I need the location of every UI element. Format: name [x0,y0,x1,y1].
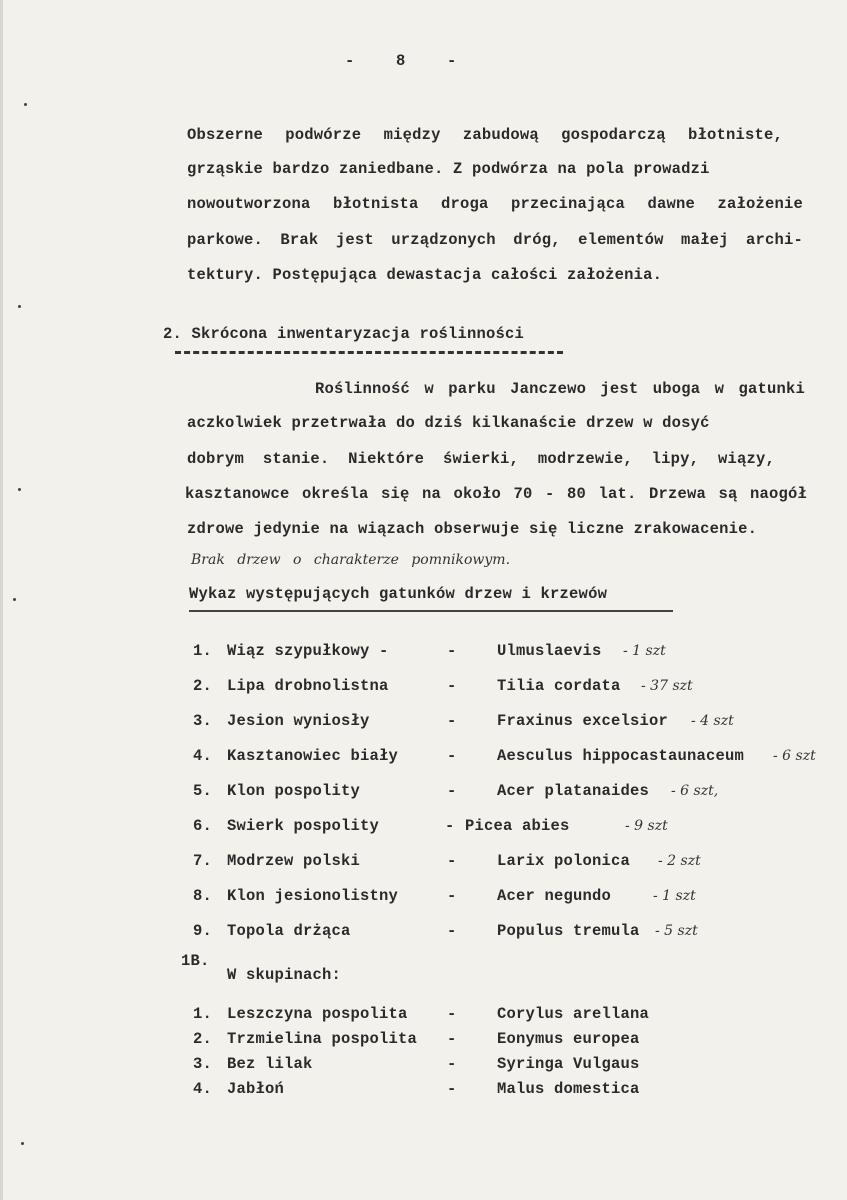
separator-dash: - [447,712,457,730]
separator-dash: - [447,1005,457,1023]
item-number: 1. [193,642,213,660]
common-name: Klon jesionolistny [227,887,399,905]
latin-name: Corylus arellana [497,1005,650,1023]
body-line: zdrowe jedynie na wiązach obserwuje się liczne zrakowacenie. [187,520,758,538]
latin-name: Fraxinus excelsior [497,712,669,730]
item-number: 4. [193,1080,213,1098]
tree-count: - 37 szt [641,678,693,694]
list-heading-underline [189,610,673,612]
body-line: aczkolwiek przetrwała do dziś kilkanaście drzew w dosyć [187,414,710,432]
separator-dash: - [447,922,457,940]
separator-dash: - [447,1055,457,1073]
separator-dash: - [447,677,457,695]
latin-name: Acer platanaides [497,782,650,800]
separator-dash: - [447,747,457,765]
tree-count: - 1 szt [623,643,666,659]
item-number: 2. [193,1030,213,1048]
intro-line: grząskie bardzo zaniedbane. Z podwórza na pola prowadzi [187,160,710,178]
item-number: 2. [193,677,213,695]
latin-name: Eonymus europea [497,1030,640,1048]
tree-count: - 4 szt [691,713,734,729]
tree-count: - 5 szt [655,923,698,939]
item-number: 4. [193,747,213,765]
tree-count: - 1 szt [653,888,696,904]
item-number: 3. [193,1055,213,1073]
common-name: Topola drżąca [227,922,351,940]
latin-name: Syringa Vulgaus [497,1055,640,1073]
section-heading: 2. Skrócona inwentaryzacja roślinności [163,325,525,343]
separator-dash: - [445,817,455,835]
item-number: 6. [193,817,213,835]
item-number: 7. [193,852,213,870]
common-name: Klon pospolity [227,782,361,800]
separator-dash: - [447,887,457,905]
common-name: Kasztanowiec biały [227,747,399,765]
separator-dash: - [447,642,457,660]
heading-underline [175,351,563,354]
latin-name: Malus domestica [497,1080,640,1098]
body-line: kasztanowce określa się na około 70 - 80 lat. Drzewa są naogół [185,485,807,503]
handwritten-note: Brak drzew o charakterze pomnikowym. [191,552,511,568]
common-name: Leszczyna pospolita [227,1005,408,1023]
body-line: Roślinność w parku Janczewo jest uboga w gatunki [315,380,805,398]
common-name: Trzmielina pospolita [227,1030,418,1048]
tree-count: - 6 szt [773,748,816,764]
item-number: 3. [193,712,213,730]
intro-line: tektury. Postępująca dewastacja całości założenia. [187,266,663,284]
latin-name: Ulmuslaevis [497,642,602,660]
common-name: Modrzew polski [227,852,361,870]
common-name: Bez lilak [227,1055,313,1073]
common-name: Wiąz szypułkowy - [227,642,389,660]
latin-name: Aesculus hippocastaunaceum [497,747,745,765]
intro-line: Obszerne podwórze między zabudową gospodarczą błotniste, [187,126,783,144]
intro-line: nowoutworzona błotnista droga przecinająca dawne założenie [187,195,803,213]
common-name: Swierk pospolity [227,817,380,835]
separator-dash: - [447,852,457,870]
latin-name: Tilia cordata [497,677,621,695]
separator-dash: - [447,1080,457,1098]
body-line: dobrym stanie. Niektóre świerki, modrzewie, lipy, wiązy, [187,450,775,468]
item-number: 1. [193,1005,213,1023]
latin-name: Populus tremula [497,922,640,940]
common-name: Jabłoń [227,1080,285,1098]
tree-count: - 9 szt [625,818,668,834]
item-number: 8. [193,887,213,905]
common-name: Jesion wyniosły [227,712,370,730]
page-number: - 8 - [345,52,457,70]
latin-name: Larix polonica [497,852,631,870]
common-name: Lipa drobnolistna [227,677,389,695]
item-number: 5. [193,782,213,800]
group-heading: W skupinach: [227,966,342,984]
tree-count: - 6 szt, [671,783,719,799]
separator-dash: - [447,782,457,800]
item-number: 9. [193,922,213,940]
latin-name: Picea abies [465,817,570,835]
separator-dash: - [447,1030,457,1048]
tree-count: - 2 szt [658,853,701,869]
intro-line: parkowe. Brak jest urządzonych dróg, elementów małej archi- [187,231,803,249]
group-marker: 1B. [181,952,210,970]
list-heading: Wykaz występujących gatunków drzew i krzewów [189,585,608,603]
latin-name: Acer negundo [497,887,612,905]
